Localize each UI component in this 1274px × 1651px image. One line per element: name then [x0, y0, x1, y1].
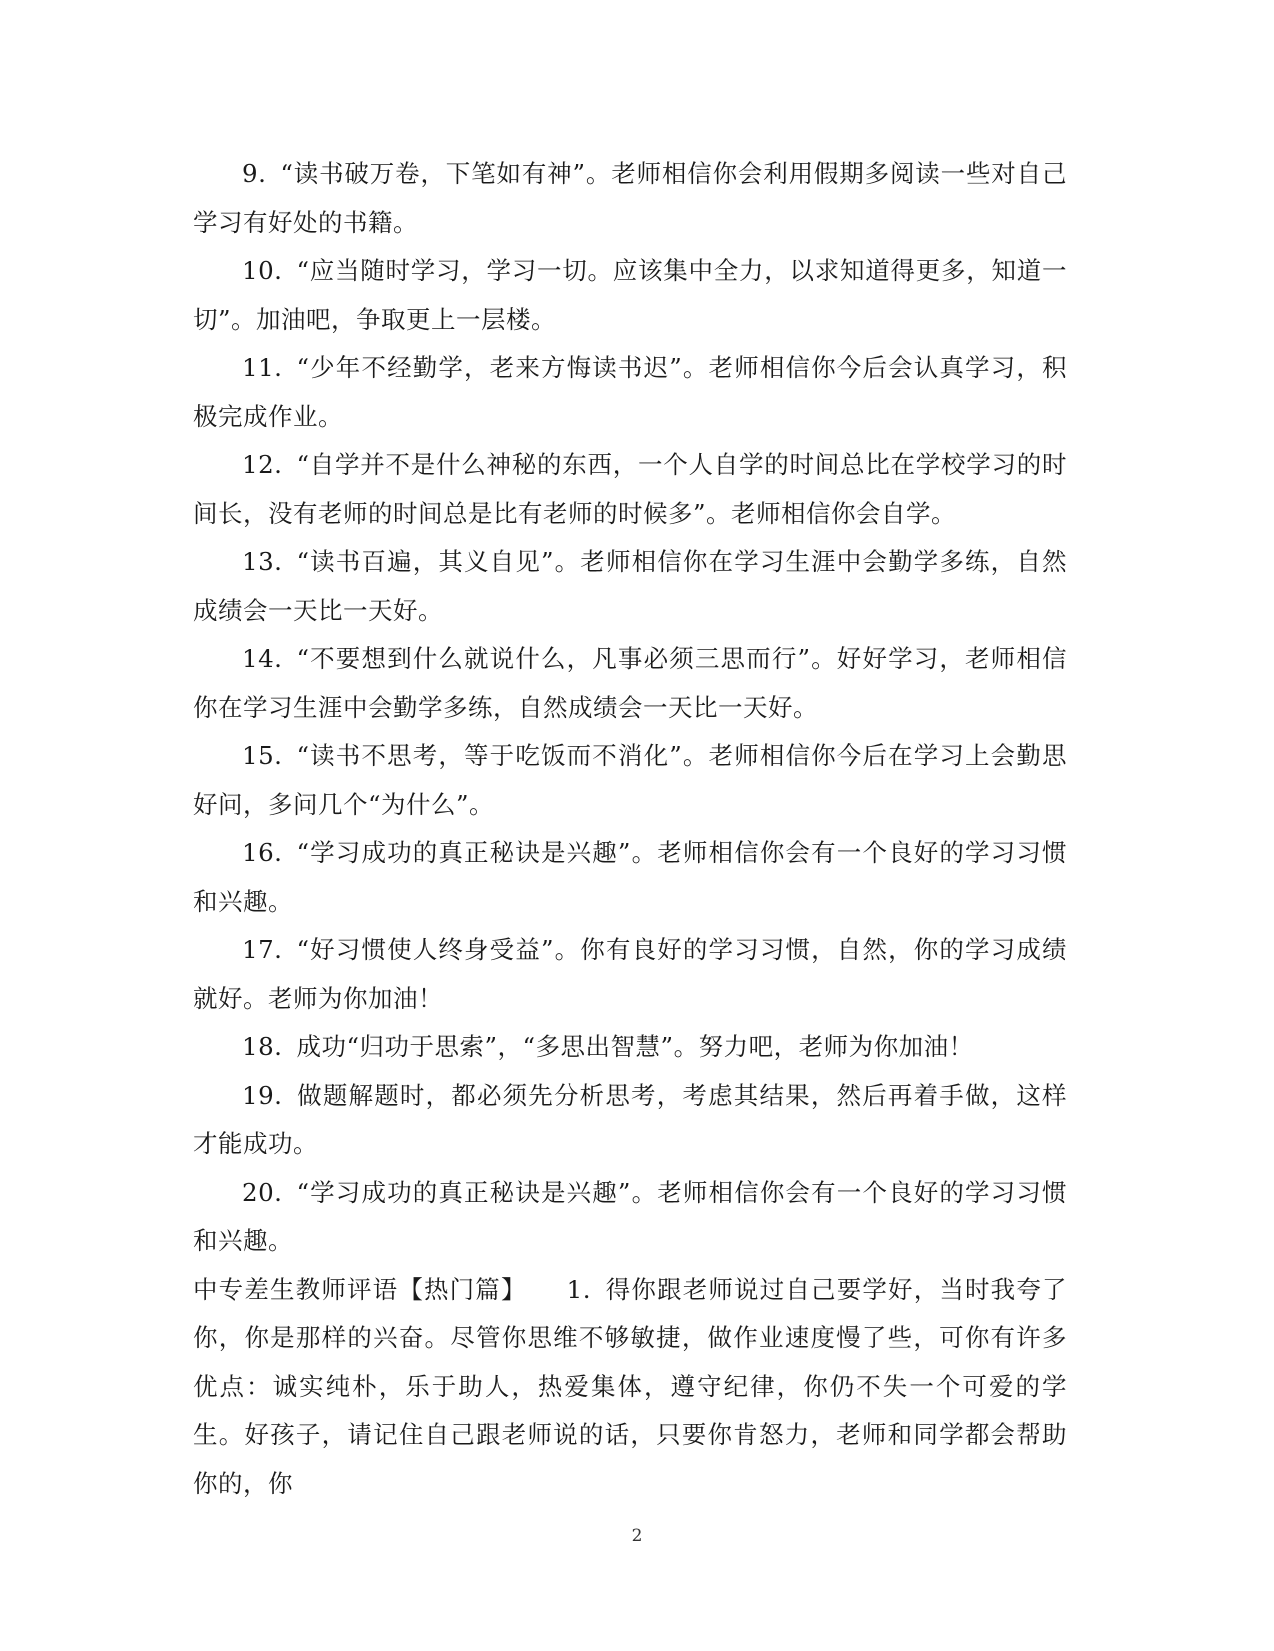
item-text: “读书百遍，其义自见”。老师相信你在学习生涯中会勤学多练，自然成绩会一天比一天好。 [193, 547, 1067, 625]
item-number: 9. [242, 159, 267, 188]
item-number: 19. [242, 1080, 283, 1110]
item-text: “应当随时学习，学习一切。应该集中全力，以求知道得更多，知道一切”。加油吧，争取更上一层楼。 [193, 256, 1067, 334]
list-item [193, 829, 1067, 926]
list-item [193, 732, 1067, 829]
item-number: 13. [242, 547, 283, 576]
page-number: 2 [631, 1526, 643, 1546]
item-number: 10. [242, 256, 283, 285]
item-number: 15. [242, 741, 283, 770]
item-text: “好习惯使人终身受益”。你有良好的学习习惯，自然，你的学习成绩就好。老师为你加油！ [193, 935, 1067, 1013]
item-text: 做题解题时，都必须先分析思考，考虑其结果，然后再着手做，这样才能成功。 [193, 1080, 1067, 1158]
item-number: 12. [242, 450, 283, 479]
section-paragraph [193, 1266, 1067, 1509]
item-number: 16. [242, 838, 283, 867]
item-number: 1. [566, 1274, 592, 1304]
list-item [193, 150, 1067, 247]
list-item [193, 538, 1067, 635]
list-item [193, 635, 1067, 732]
item-text: “少年不经勤学，老来方悔读书迟”。老师相信你今后会认真学习，积极完成作业。 [193, 353, 1067, 431]
list-item [193, 247, 1067, 344]
item-text: “自学并不是什么神秘的东西，一个人自学的时间总比在学校学习的时间长，没有老师的时间总是比有老师的时候多”。老师相信你会自学。 [193, 450, 1067, 528]
item-text: “学习成功的真正秘诀是兴趣”。老师相信你会有一个良好的学习习惯和兴趣。 [193, 838, 1067, 916]
list-item [193, 926, 1067, 1023]
item-number: 14. [242, 644, 283, 673]
item-text: 成功“归功于思索”，“多思出智慧”。努力吧，老师为你加油！ [296, 1032, 974, 1061]
item-number: 11. [242, 353, 283, 382]
item-number: 17. [242, 935, 283, 964]
item-number: 20. [242, 1177, 283, 1207]
item-text: “学习成功的真正秘诀是兴趣”。老师相信你会有一个良好的学习习惯和兴趣。 [193, 1177, 1067, 1255]
list-item [193, 1072, 1067, 1169]
section-heading: 中专差生教师评语【热门篇】 [193, 1274, 527, 1304]
item-text: “读书破万卷，下笔如有神”。老师相信你会利用假期多阅读一些对自己学习有好处的书籍。 [193, 159, 1067, 237]
list-item [193, 344, 1067, 441]
item-text: 得你跟老师说过自己要学好，当时我夸了你，你是那样的兴奋。尽管你思维不够敏捷，做作业速度慢了些，可你有许多优点：诚实纯朴，乐于助人，热爱集体，遵守纪律，你仍不失一个可爱的学生。好孩子，请记住自己跟老师说的话，只要你肯怒力，老师和同学都会帮助你的，你 [193, 1274, 1068, 1498]
list-item [193, 1169, 1067, 1266]
item-text: “不要想到什么就说什么，凡事必须三思而行”。好好学习，老师相信你在学习生涯中会勤学多练，自然成绩会一天比一天好。 [193, 644, 1067, 722]
list-item [193, 1023, 1067, 1072]
list-item [193, 441, 1067, 538]
item-text: “读书不思考，等于吃饭而不消化”。老师相信你今后在学习上会勤思好问，多问几个“为什么”。 [193, 741, 1067, 819]
document-body [193, 150, 1067, 1508]
item-number: 18. [242, 1032, 283, 1061]
